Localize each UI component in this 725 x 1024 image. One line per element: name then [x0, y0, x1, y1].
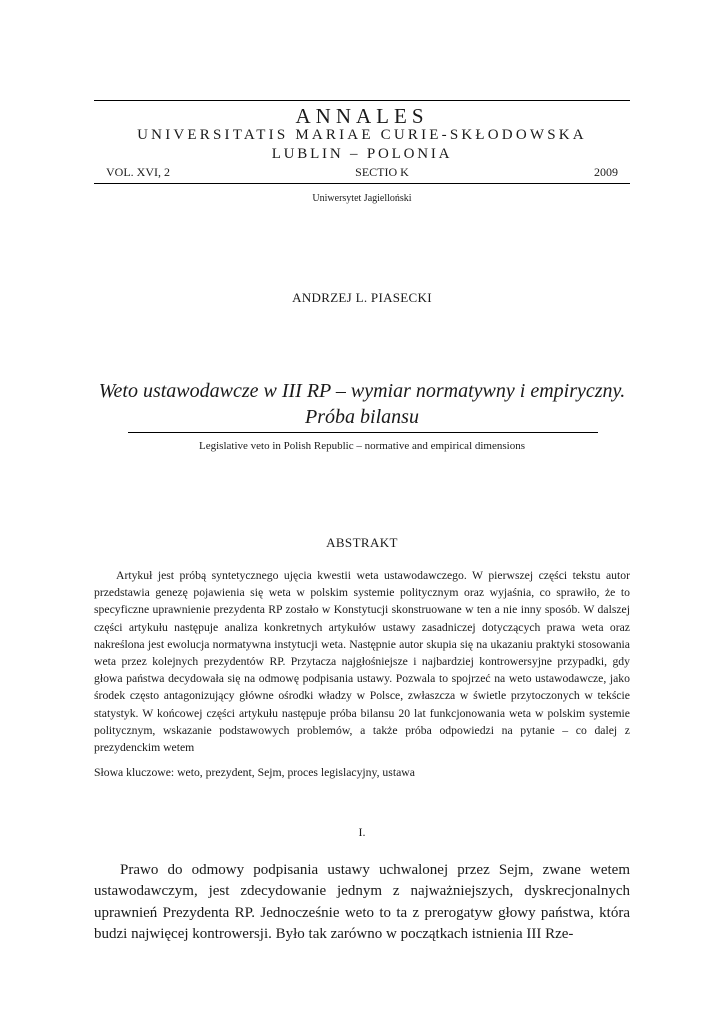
journal-city: LUBLIN – POLONIA [271, 146, 453, 162]
abstract-heading: ABSTRAKT [326, 535, 398, 550]
volume-row [106, 165, 618, 179]
header-bottom-rule [94, 183, 630, 184]
affiliation: Uniwersytet Jagielloński [312, 193, 412, 204]
author-name: ANDRZEJ L. PIASECKI [292, 290, 432, 305]
abstract-text: Artykuł jest próbą syntetycznego ujęcia kwestii weta ustawodawczego. W pierwszej części tekstu autor przedstawia genezę pojawienia się weta w polskim systemie politycznym oraz wyjaśnia, co sprawiło, że to specyficzne uprawnienie prezydenta RP zostało w Konstytucji skonstruowane w ten a nie inny sposób. W dalszej części artykułu następuje analiza konkretnych artykułów ustawy zasadniczej dotyczących prawa weta oraz nakreślona jest ewolucja normatywna instytucji weta. Następnie autor skupia się na ukazaniu praktyki stosowania weta przez kolejnych prezydentów RP. Przytacza najgłośniejsze i najbardziej kontrowersyjne przypadki, gdy głowa państwa decydowała się na odmowę podpisania ustawy. Pozwala to spojrzeć na weto ustawodawcze, jako środek często antagonizujący główne ośrodki władzy w Polsce, zwłaszcza w świetle przytoczonych w tekście statystyk. W końcowej części artykułu następuje próba bilansu 20 lat funkcjonowania weta w polskim systemie politycznym, wskazanie podstawowych problemów, a także próba odpowiedzi na pytanie – co dalej z prezydenckim wetem [94, 569, 630, 755]
english-title: Legislative veto in Polish Republic – normative and empirical dimensions [199, 440, 525, 452]
article-title-line-1: Weto ustawodawcze w III RP – wymiar normatywny i empiryczny. [98, 380, 626, 402]
keywords: Słowa kluczowe: weto, prezydent, Sejm, proces legislacyjny, ustawa [94, 766, 415, 779]
section-number: I. [358, 825, 366, 839]
journal-year: 2009 [593, 165, 618, 179]
journal-section: SECTIO K [355, 165, 409, 179]
article-title-line-2: Próba bilansu [305, 406, 419, 428]
header-top-rule [94, 100, 630, 101]
journal-title: ANNALES [295, 104, 429, 128]
body-paragraph: Prawo do odmowy podpisania ustawy uchwalonej przez Sejm, zwane wetem ustawodawczym, jest zdecydowanie jednym z najważniejszych, dyskrecjonalnych uprawnień Prezydenta RP. Jednocześnie weto to ta z prerogatyw głowy państwa, która budzi najwięcej kontrowersji. Było tak zarówno w początkach istnienia III Rze- [94, 862, 630, 943]
volume-number: VOL. XVI, 2 [106, 165, 170, 179]
journal-subtitle: UNIVERSITATIS MARIAE CURIE-SKŁODOWSKA [137, 127, 587, 143]
article-title [94, 378, 630, 430]
title-rule [128, 432, 598, 433]
